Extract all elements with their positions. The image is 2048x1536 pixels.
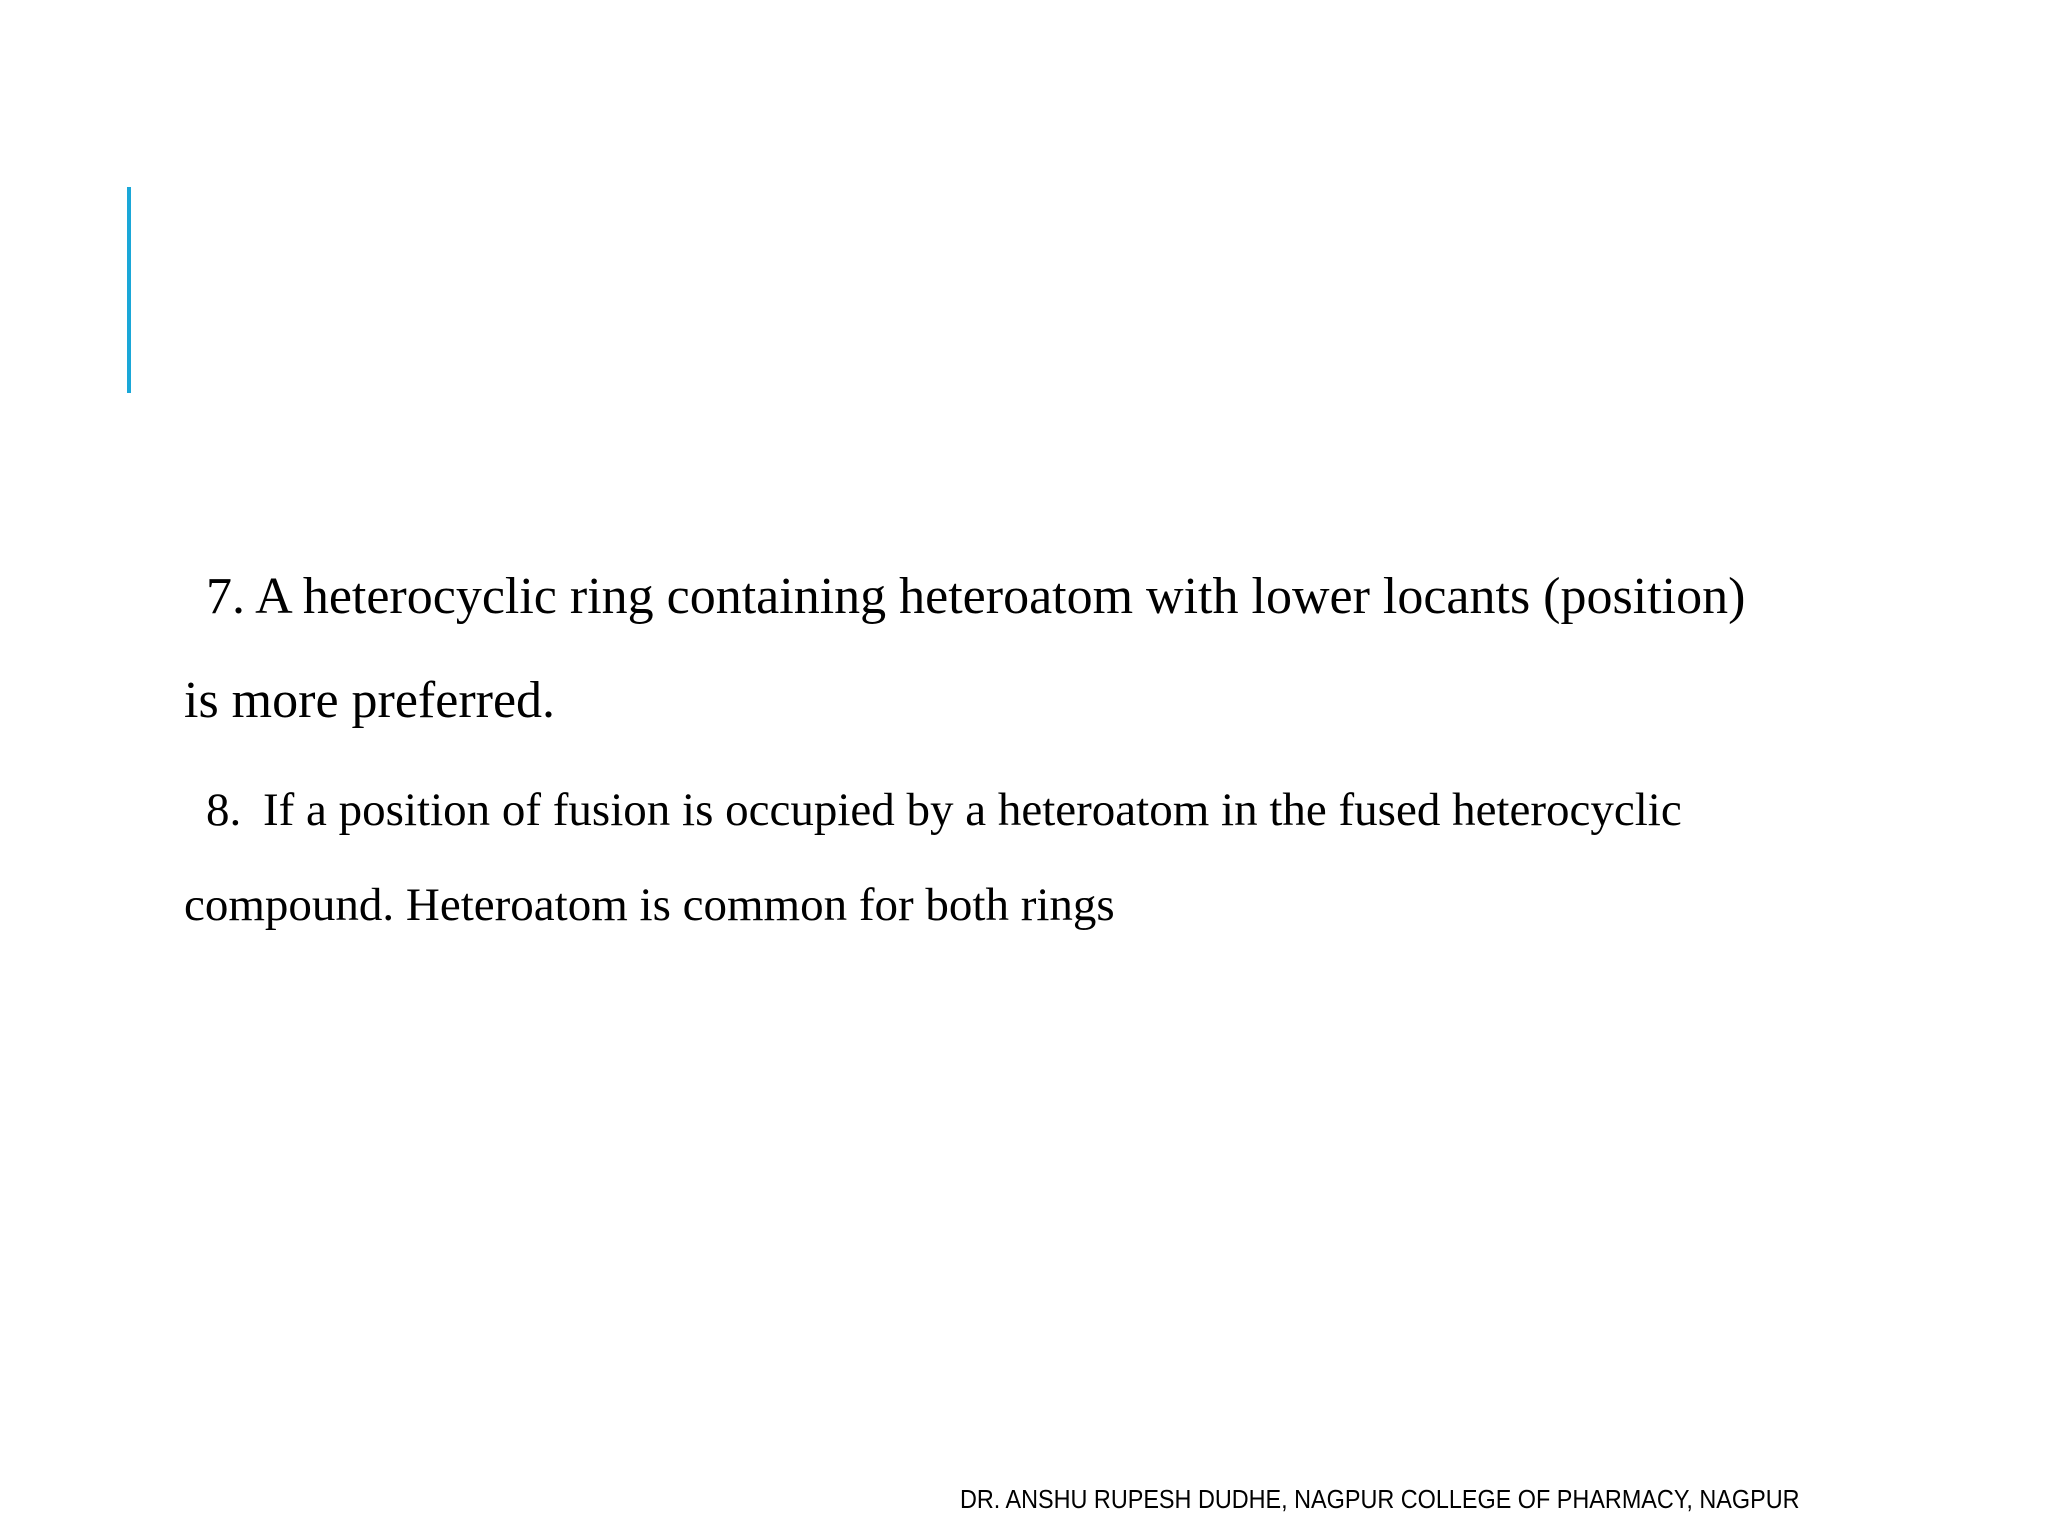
footer-credit: DR. ANSHU RUPESH DUDHE, NAGPUR COLLEGE OF PHARMACY, NAGPUR [960,1484,1800,1514]
point-8-text: If a position of fusion is occupied by a heteroatom in the fused heterocyclic compound. Heteroatom is common for both rings [184,784,1682,931]
point-7-number: 7. [206,568,245,625]
title-accent-bar [127,187,131,393]
point-7 [184,545,1784,753]
point-8 [184,763,1784,953]
slide-body [184,545,1784,953]
point-8-number: 8. [206,784,242,836]
point-7-text: A heterocyclic ring containing heteroatom with lower locants (position) is more preferred. [184,568,1746,729]
